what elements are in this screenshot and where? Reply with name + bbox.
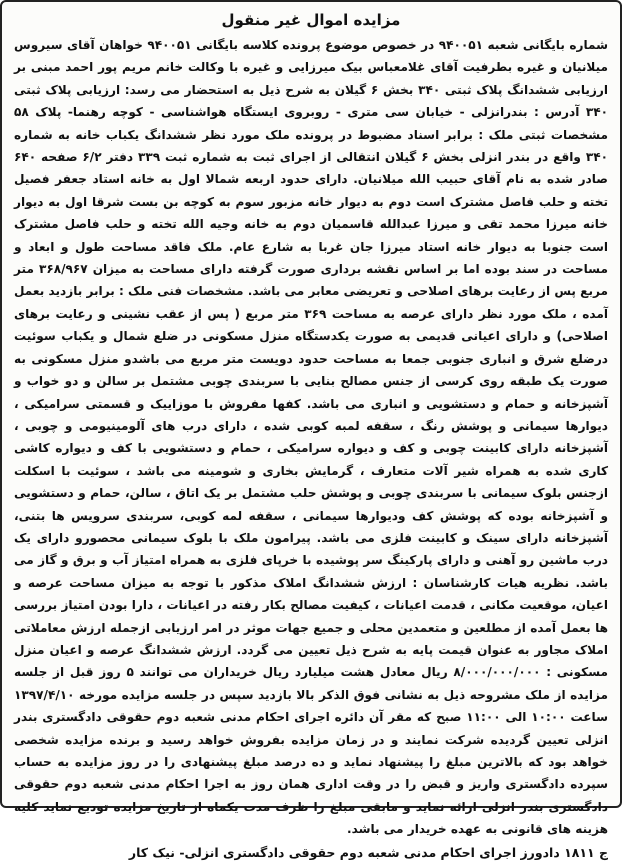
notice-footer bbox=[14, 841, 608, 863]
footer-signature: ج ۱۸۱۱ دادورز اجرای احکام مدنی شعبه دوم حقوقی دادگستری انزلی- نیک کار bbox=[128, 844, 608, 860]
notice-title: مزایده اموال غیر منقول bbox=[221, 11, 401, 29]
notice-body: شماره بایگانی شعبه ۹۴۰۰۵۱ در خصوص موضوع پرونده کلاسه بایگانی ۹۴۰۰۵۱ خواهان آقای سیروس میلانیان و غیره بطرفیت آقای غلامعباس بیک میرزایی و غیره با وکالت خانم مریم پور احمد مبنی بر ارزیابی ششدانگ پلاک ثبتی ۳۴۰ بخش ۶ گیلان به شرح ذیل به استحضار می رسد: ارزیابی پلاک ثبتی ۳۴۰ آدرس : بندرانزلی - خیابان سی متری - روبروی ایستگاه هواشناسی - کوچه رهنما- پلاک ۵۸ مشخصات ثبتی ملک : برابر اسناد مضبوط در پرونده ملک مورد نظر ششدانگ یکباب خانه به شماره ۳۴۰ واقع در بندر انزلی بخش ۶ گیلان انتقالی از اجرای ثبت به شماره ثبت ۳۳۹ دفتر ۶/۲ صفحه ۶۴۰ صادر شده به نام آقای حبیب الله میلانیان. دارای حدود اربعه شمالا اول به خانه استاد جعفر فصیل تخته و حلب فاصل مشترک است دوم به دیوار خانه مزبور سوم به کوچه بن بست شرقا اول به دیوار خانه میرزا محمد تقی و میرزا عبدالله قاسمیان دوم به خانه وجیه الله تخته و حلب فاصل مشترک است جنوبا به دیوار خانه استاد میرزا جان غربا به شارع عام. ملک فاقد مساحت طول و ابعاد و مساحت در سند بوده اما بر اساس نقشه برداری صورت گرفته دارای مساحت به میزان ۳۶۸/۹۶۷ متر مربع پس از رعایت برهای اصلاحی و تعریضی معابر می باشد. مشخصات فنی ملک : برابر بازدید بعمل آمده ، ملک مورد نظر دارای عرصه به مساحت ۳۶۹ متر مربع ( پس از عقب نشینی و رعایت برهای اصلاحی) و دارای اعیانی قدیمی به صورت یکدستگاه منزل مسکونی در ضلع شمال و یکباب سوئیت درضلع شرق و انباری جنوبی جمعا به مساحت حدود دویست متر مربع می باشدو منزل مسکونی به صورت یک طبقه روی کرسی از جنس مصالح بنایی با سربندی چوبی مشتمل بر سالن و دو خواب و آشپزخانه و حمام و دستشویی و انباری می باشد. کفها مفروش با موزاییک و قسمتی سرامیکی ، دیوارها سیمانی و پوشش رنگ ، سقفه لمبه کوبی شده ، دارای درب های آلومینیومی و چوبی ، آشپزخانه دارای کابینت چوبی و کف و دیواره سرامیکی ، حمام و دستشویی با کف و دیواره کاشی کاری شده به همراه شیر آلات متعارف ، گرمایش بخاری و شومینه می باشد ، سوئیت با اسکلت ازجنس بلوک سیمانی با سربندی چوبی و پوشش حلب مشتمل بر یک اتاق ، سالن، حمام و دستشویی و آشپزخانه بوده که پوشش کف ودیوارها سیمانی ، سقفه لمه کوبی، سربندی سرویس ها بتنی، آشپزخانه دارای سینک و کابینت فلزی می باشد. پیرامون ملک با بلوک سیمانی محصورو دارای یک درب ماشین رو آهنی و دارای پارکینگ سر پوشیده با خرپای فلزی به همراه امتیاز آب و برق و گاز می باشد. نظریه هیات کارشناسان : ارزش ششدانگ املاک مذکور با توجه به میزان مساحت عرصه و اعیان، موقعیت مکانی ، قدمت اعیانات ، کیفیت مصالح بکار رفته در اعیانات ، دارا بودن امتیاز بررسی ها بعمل آمده از مطلعین و متعمدین محلی و جمیع جهات موثر در امر ارزیابی ازجمله ارزش معاملاتی املاک مجاور به عنوان قیمت پایه به شرح ذیل تعیین می گردد. ارزش ششدانگ عرصه و اعیان منزل مسکونی : ۸/۰۰۰/۰۰۰/۰۰۰ ریال معادل هشت میلیارد ریال خریداران می توانند ۵ روز قبل از جلسه مزایده از ملک مشروحه ذیل به نشانی فوق الذکر بالا بازدید سپس در جلسه مزایده مورخه ۱۳۹۷/۴/۱۰ ساعت ۱۰:۰۰ الی ۱۱:۰۰ صبح که مقر آن دائره اجرای احکام مدنی شعبه دوم حقوقی دادگستری بندر انزلی تعیین گردیده شرکت نمایند و در زمان مزایده بفروش خواهد رسید و برنده مزایده شخصی خواهد بود که بالاترین مبلغ را پیشنهاد نماید و ده درصد مبلغ پیشنهادی را در روز مزایده به حساب سپرده دادگستری واریز و قبض را در وقت اداری همان روز به اجرا احکام مدنی شعبه دوم حقوقی دادگستری بندر انزلی ارائه نماید و مابقی مبلغ را ظرف مدت یکماه از تاریخ مزایده تودیع نماید کلیه هزینه های قانونی به عهده خریدار می باشد. bbox=[14, 38, 609, 837]
